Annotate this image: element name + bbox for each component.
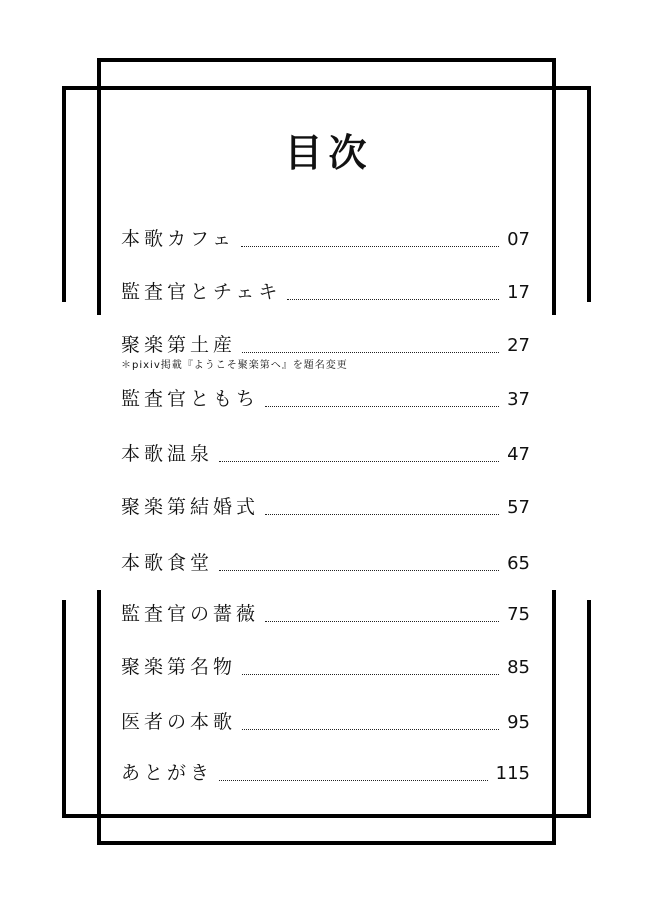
dot-leader bbox=[242, 674, 499, 675]
dot-leader bbox=[287, 299, 499, 300]
toc-entry bbox=[121, 386, 530, 416]
dot-leader bbox=[242, 729, 499, 730]
toc-entry-title: 監査官の薔薇 bbox=[121, 601, 265, 627]
toc-entry-page: 85 bbox=[507, 657, 530, 678]
dot-leader bbox=[219, 780, 488, 781]
toc-entry-title: 監査官とチェキ bbox=[121, 279, 287, 305]
toc-entry-title: 本歌温泉 bbox=[121, 441, 219, 467]
toc-entry-title: 本歌食堂 bbox=[121, 550, 219, 576]
dot-leader bbox=[242, 352, 499, 353]
toc-entry bbox=[121, 226, 530, 256]
toc-entry-page: 57 bbox=[507, 497, 530, 518]
toc-entry-title: 聚楽第名物 bbox=[121, 654, 242, 680]
page-title: 目次 bbox=[284, 131, 373, 175]
toc-entry-page: 95 bbox=[507, 712, 530, 733]
toc-entry bbox=[121, 654, 530, 684]
dot-leader bbox=[219, 461, 499, 462]
toc-entry-title: 聚楽第結婚式 bbox=[121, 494, 265, 520]
toc-entry-page: 115 bbox=[495, 763, 530, 784]
frame-top-inner bbox=[99, 60, 554, 315]
entry-note: ＊pixiv掲載『ようこそ聚楽第へ』を題名変更 bbox=[121, 360, 348, 371]
toc-entry-page: 07 bbox=[507, 229, 530, 250]
toc-entry-page: 37 bbox=[507, 389, 530, 410]
toc-entry-title: 本歌カフェ bbox=[121, 226, 241, 252]
toc-entry bbox=[121, 760, 530, 790]
toc-entry-page: 65 bbox=[507, 553, 530, 574]
toc-entry bbox=[121, 709, 530, 739]
dot-leader bbox=[265, 621, 499, 622]
toc-entry bbox=[121, 550, 530, 580]
toc-entry bbox=[121, 494, 530, 524]
dot-leader bbox=[265, 514, 499, 515]
dot-leader bbox=[219, 570, 499, 571]
toc-entry-title: 聚楽第土産 bbox=[121, 332, 242, 358]
toc-entry-page: 47 bbox=[507, 444, 530, 465]
toc-entry-page: 75 bbox=[507, 604, 530, 625]
dot-leader bbox=[241, 246, 499, 247]
toc-entry bbox=[121, 601, 530, 631]
toc-entry-title: 医者の本歌 bbox=[121, 709, 242, 735]
toc-entry-title: あとがき bbox=[121, 760, 219, 786]
toc-entry-page: 17 bbox=[507, 282, 530, 303]
dot-leader bbox=[265, 406, 499, 407]
toc-entry-title: 監査官ともち bbox=[121, 386, 265, 412]
toc-entry bbox=[121, 279, 530, 309]
frame-top-outer bbox=[64, 88, 589, 302]
toc-entry bbox=[121, 441, 530, 471]
toc-entry-page: 27 bbox=[507, 335, 530, 356]
